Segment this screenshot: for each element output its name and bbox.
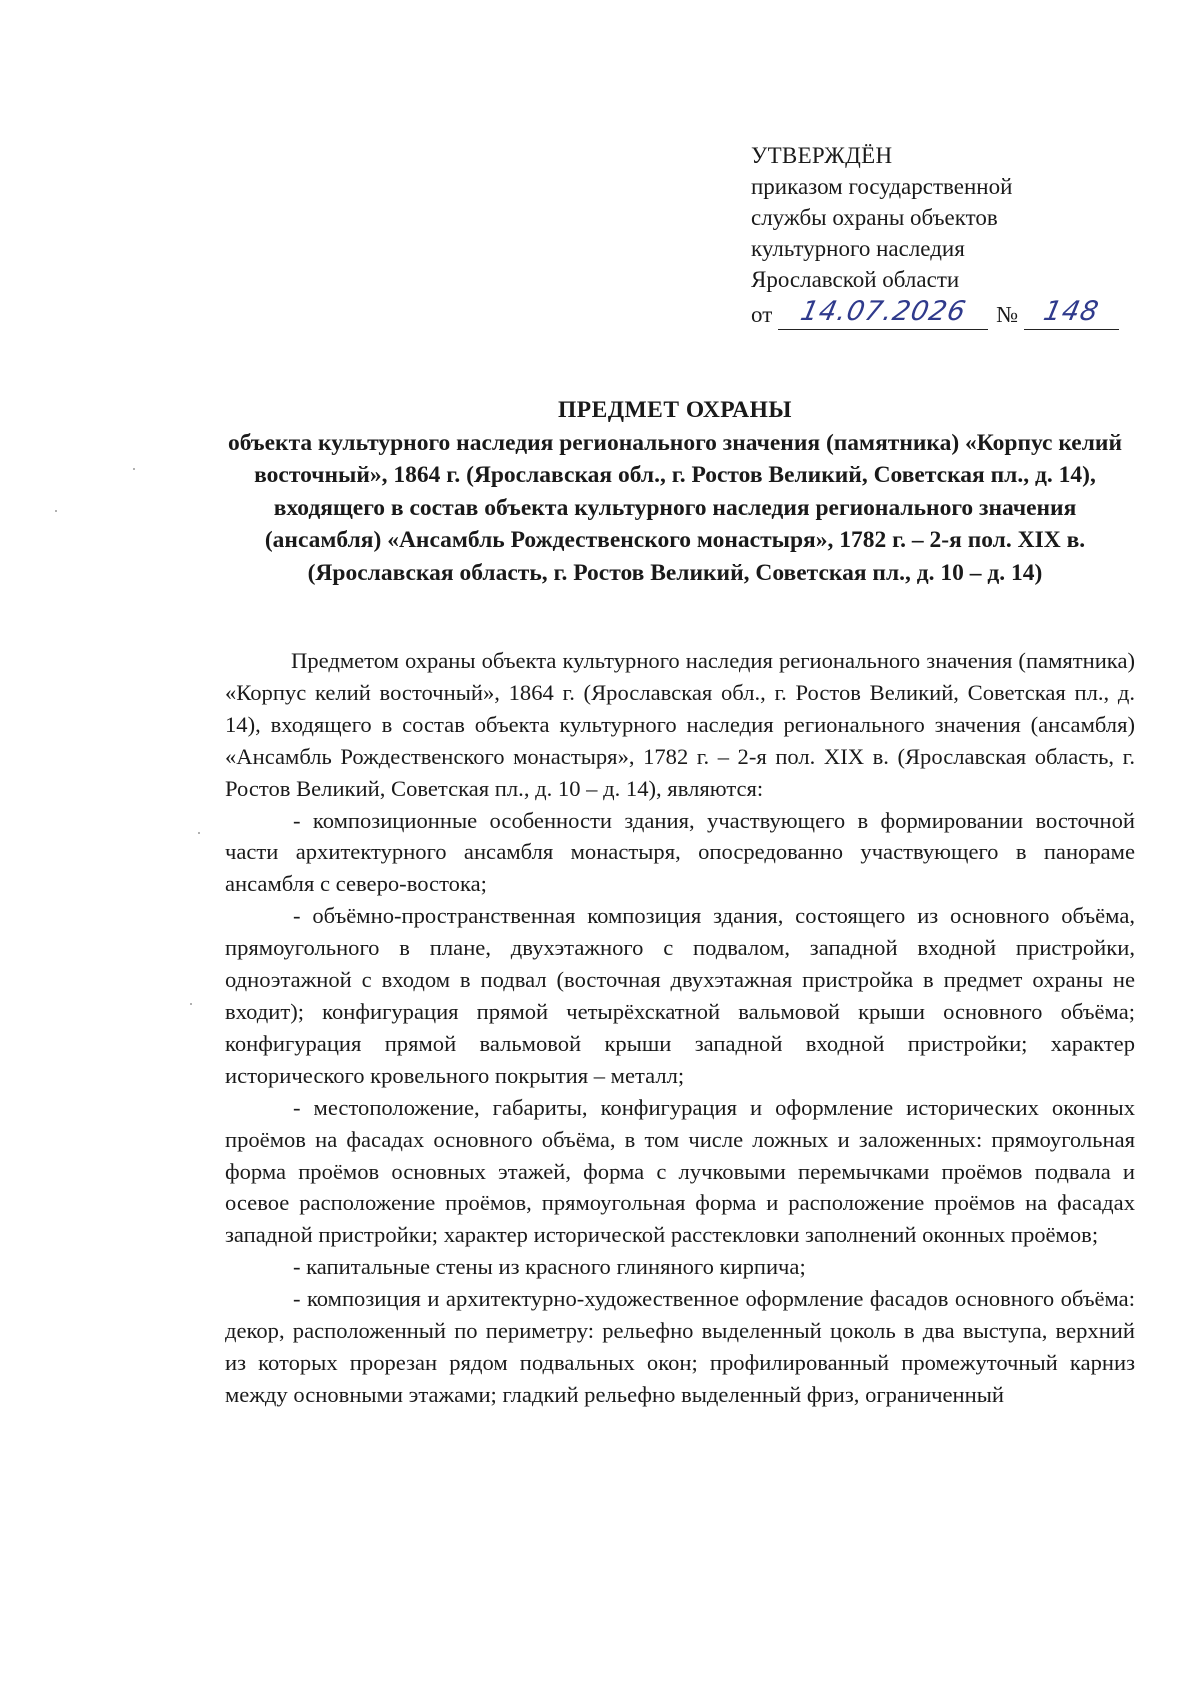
document-body bbox=[225, 645, 1135, 1411]
order-date-handwritten: 14.07.2026 bbox=[797, 296, 969, 327]
intro-paragraph: Предметом охраны объекта культурного наследия регионального значения (памятника) «Корпус келий восточный», 1864 г. (Ярославская обл., г. Ростов Великий, Советская пл., д. 14), входящего в состав объекта культурного наследия регионального значения (ансамбля) «Ансамбль Рождественского монастыря», 1782 г. – 2-я пол. XIX в. (Ярославская область, г. Ростов Великий, Советская пл., д. 10 – д. 14), являются: bbox=[225, 648, 1135, 801]
list-item: - капитальные стены из красного глиняного кирпича; bbox=[293, 1254, 806, 1280]
document-title-block bbox=[225, 394, 1125, 589]
scan-speck bbox=[198, 832, 200, 834]
approval-line: приказом государственной bbox=[751, 174, 1013, 199]
approval-line: службы охраны объектов bbox=[751, 205, 998, 230]
list-item: - местоположение, габариты, конфигурация и оформление исторических оконных проёмов на фасадах основного объёма, в том числе ложных и заложенных: прямоугольная форма проёмов основных этажей, форма с лучковыми перемычками проёмов подвала и осевое расположение проёмов, прямоугольная форма и расположение проёмов на фасадах западной пристройки; характер исторической расстекловки заполнений оконных проёмов; bbox=[225, 1094, 1135, 1248]
scan-speck bbox=[133, 468, 135, 470]
order-date-number-row bbox=[751, 295, 1131, 330]
approval-line: культурного наследия bbox=[751, 236, 965, 261]
scan-speck bbox=[55, 510, 57, 512]
order-date-field bbox=[778, 295, 988, 330]
document-title: ПРЕДМЕТ ОХРАНЫ bbox=[558, 397, 792, 423]
document-subtitle: объекта культурного наследия регионального значения (памятника) «Корпус келий восточный», 1864 г. (Ярославская обл., г. Ростов Великий, Советская пл., д. 14), входящего в состав объекта культурного наследия регионального значения (ансамбля) «Ансамбль Рождественского монастыря», 1782 г. – 2-я пол. XIX в. (Ярославская область, г. Ростов Великий, Советская пл., д. 10 – д. 14) bbox=[228, 429, 1122, 586]
order-number-handwritten: 148 bbox=[1041, 296, 1103, 327]
list-item: - композиционные особенности здания, участвующего в формировании восточной части архитектурного ансамбля монастыря, опосредованно участвующего в панораме ансамбля с северо-востока; bbox=[225, 807, 1135, 897]
order-number-field bbox=[1024, 295, 1119, 330]
scan-speck bbox=[190, 1003, 192, 1005]
approval-line: Ярославской области bbox=[751, 267, 960, 292]
approval-heading: УТВЕРЖДЁН bbox=[751, 143, 893, 168]
list-item: - объёмно-пространственная композиция здания, состоящего из основного объёма, прямоугольного в плане, двухэтажного с подвалом, западной входной пристройки, одноэтажной с входом в подвал (восточная двухэтажная пристройка в предмет охраны не входит); конфигурация прямой четырёхскатной вальмовой крыши основного объёма; конфигурация прямой вальмовой крыши западной входной пристройки; характер исторического кровельного покрытия – металл; bbox=[225, 903, 1135, 1088]
date-label: от bbox=[751, 302, 773, 327]
number-label: № bbox=[996, 302, 1019, 327]
list-item: - композиция и архитектурно-художественное оформление фасадов основного объёма: декор, расположенный по периметру: рельефно выделенный цоколь в два выступа, верхний из которых прорезан рядом подвальных окон; профилированный промежуточный карниз между основными этажами; гладкий рельефно выделенный фриз, ограниченный bbox=[225, 1286, 1135, 1407]
approval-stamp-block bbox=[751, 140, 1131, 330]
